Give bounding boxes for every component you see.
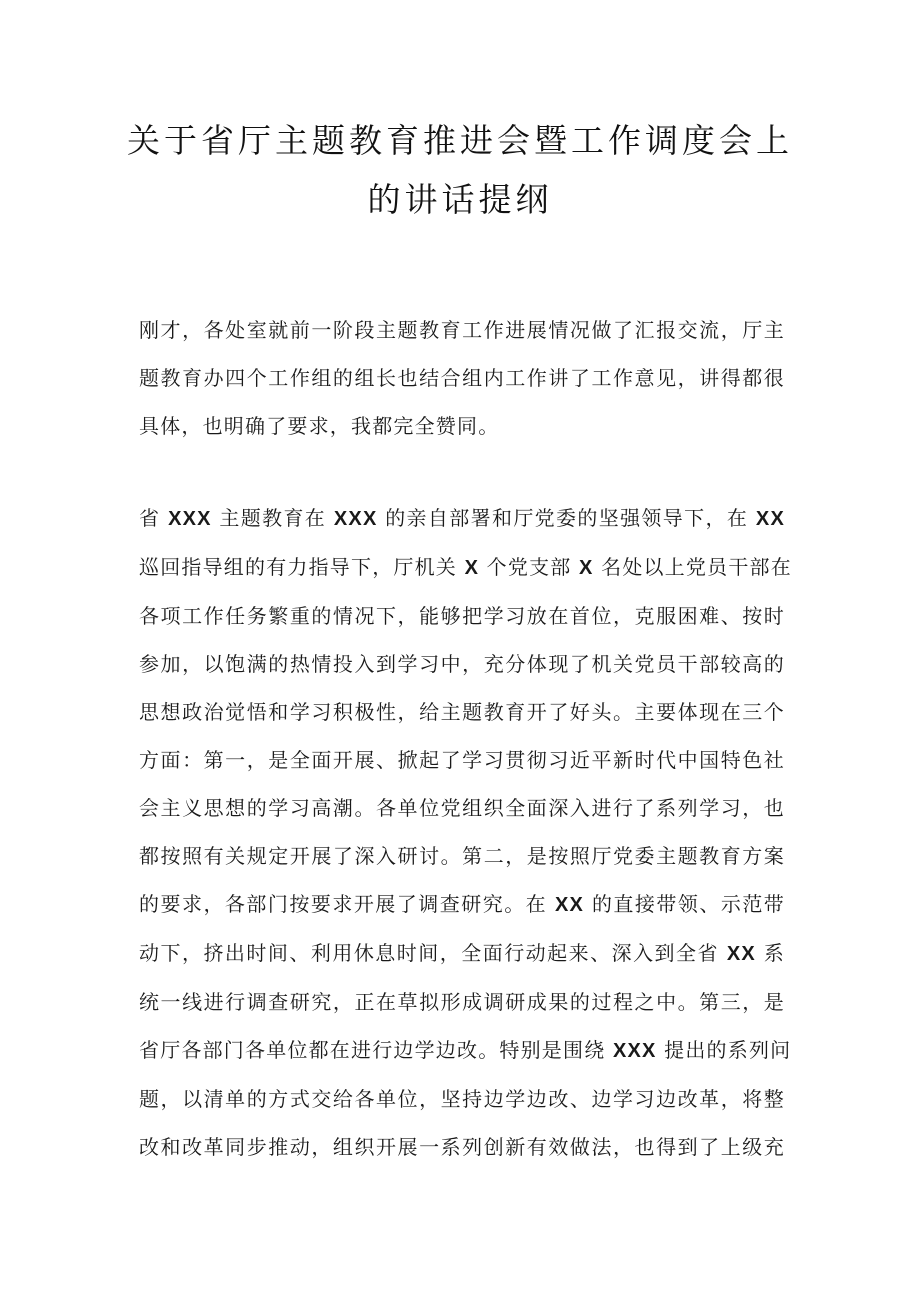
paragraph-2-line: 参加，以饱满的热情投入到学习中，充分体现了机关党员干部较高的 [139, 652, 785, 676]
paragraph-2-line: 改和改革同步推动，组织开展一系列创新有效做法，也得到了上级充 [139, 1135, 785, 1159]
paragraph-2-line: 统一线进行调查研究，正在草拟形成调研成果的过程之中。第三，是 [139, 990, 785, 1014]
placeholder-token: XX [726, 943, 756, 965]
paragraph-2-line: 的要求，各部门按要求开展了调查研究。在 XX 的直接带领、示范带 [139, 892, 786, 916]
placeholder-token: X [464, 557, 480, 579]
placeholder-token: XX [555, 894, 585, 916]
paragraph-1 [139, 306, 785, 450]
paragraph-1-line: 题教育办四个工作组的组长也结合组内工作讲了工作意见，讲得都很 [139, 366, 785, 390]
placeholder-token: XX [755, 508, 785, 530]
paragraph-2 [139, 494, 792, 1171]
document-title-line-1: 关于省厅主题教育推进会暨工作调度会上 [127, 121, 793, 160]
paragraph-2-line: 省 XXX 主题教育在 XXX 的亲自部署和厅党委的坚强领导下，在 XX [139, 506, 785, 530]
paragraph-2-line: 方面：第一，是全面开展、掀起了学习贯彻习近平新时代中国特色社 [139, 748, 785, 772]
placeholder-token: XXX [333, 508, 378, 530]
paragraph-2-line: 题，以清单的方式交给各单位，坚持边学边改、边学习边改革，将整 [139, 1087, 785, 1111]
paragraph-2-line: 思想政治觉悟和学习积极性，给主题教育开了好头。主要体现在三个 [139, 700, 785, 724]
paragraph-2-line: 动下，挤出时间、利用休息时间，全面行动起来、深入到全省 XX 系 [139, 941, 785, 965]
paragraph-2-line: 都按照有关规定开展了深入研讨。第二，是按照厅党委主题教育方案 [139, 844, 785, 868]
paragraph-2-line: 巡回指导组的有力指导下，厅机关 X 个党支部 X 名处以上党员干部在 [139, 555, 792, 579]
paragraph-2-line: 会主义思想的学习高潮。各单位党组织全面深入进行了系列学习，也 [139, 796, 785, 820]
placeholder-token: X [579, 557, 594, 579]
paragraph-1-line: 具体，也明确了要求，我都完全赞同。 [139, 414, 500, 438]
paragraph-2-line: 省厅各部门各单位都在进行边学边改。特别是围绕 XXX 提出的系列问 [139, 1038, 792, 1062]
placeholder-token: XXX [612, 1040, 657, 1062]
placeholder-token: XXX [168, 508, 212, 530]
paragraph-2-line: 各项工作任务繁重的情况下，能够把学习放在首位，克服困难、按时 [139, 604, 785, 628]
paragraph-1-line: 刚才，各处室就前一阶段主题教育工作进展情况做了汇报交流，厅主 [139, 318, 785, 342]
document-title-line-2: 的讲话提纲 [367, 180, 553, 219]
